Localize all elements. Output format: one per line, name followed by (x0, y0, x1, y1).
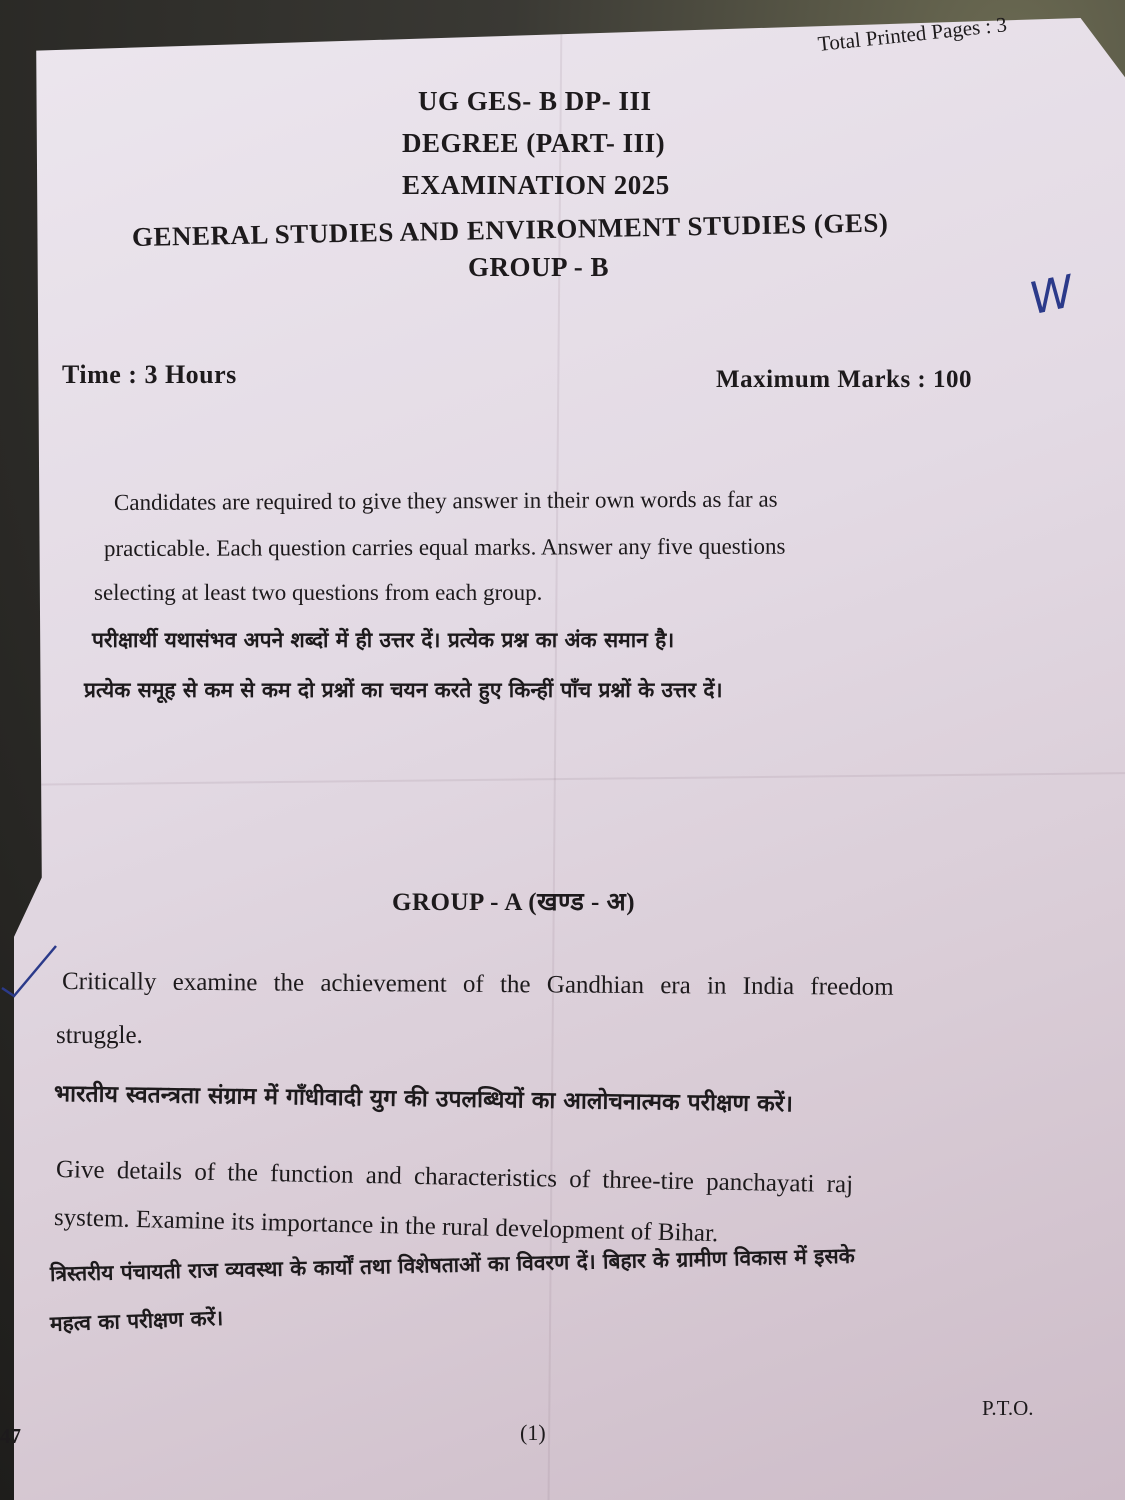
total-pages-label: Total Printed Pages : 3 (816, 12, 1009, 56)
exam-title: EXAMINATION 2025 (402, 170, 670, 200)
subject-title: GENERAL STUDIES AND ENVIRONMENT STUDIES (GES) (131, 207, 889, 252)
footer-left-code: 47 (0, 1424, 21, 1448)
group-b-title: GROUP - B (468, 252, 610, 282)
tick-mark-icon (0, 940, 60, 1000)
question-2-en-line-2: system. Examine its importance in the rural development of Bihar. (53, 1204, 719, 1248)
instruction-en-line-1: Candidates are required to give they answer in their own words as far as (113, 486, 778, 515)
handwritten-mark: W (1025, 266, 1079, 325)
question-2-hi-line-2: महत्व का परीक्षण करें। (49, 1305, 224, 1336)
instruction-hi-line-2: प्रत्येक समूह से कम से कम दो प्रश्नों का चयन करते हुए किन्हीं पाँच प्रश्नों के उत्तर दें। (84, 678, 723, 702)
max-marks-label: Maximum Marks : 100 (716, 366, 972, 393)
pto-label: P.T.O. (982, 1396, 1034, 1420)
question-1-en-line-2: struggle. (56, 1022, 143, 1049)
time-label: Time : 3 Hours (62, 360, 237, 389)
paper-code: UG GES- B DP- III (418, 86, 652, 116)
page-number: (1) (520, 1420, 546, 1445)
instruction-en-line-3: selecting at least two questions from each group. (94, 580, 543, 605)
question-1-en-line-1: Critically examine the achievement of the Gandhian era in India freedom (61, 968, 894, 1001)
question-2-en-line-1: Give details of the function and characteristics of three-tire panchayati raj (55, 1156, 854, 1199)
question-2-hi-line-1: त्रिस्तरीय पंचायती राज व्यवस्था के कार्यों तथा विशेषताओं का विवरण दें। बिहार के ग्रामीण विकास में इसके (49, 1243, 856, 1286)
degree-title: DEGREE (PART- III) (402, 128, 666, 158)
group-a-heading: GROUP - A (खण्ड - अ) (392, 889, 636, 916)
instruction-hi-line-1: परीक्षार्थी यथासंभव अपने शब्दों में ही उत्तर दें। प्रत्येक प्रश्न का अंक समान है। (92, 628, 675, 652)
question-1-hi-line-1: भारतीय स्वतन्त्रता संग्राम में गाँधीवादी युग की उपलब्धियों का आलोचनात्मक परीक्षण करें। (53, 1081, 794, 1118)
instruction-en-line-2: practicable. Each question carries equal marks. Answer any five questions (103, 533, 786, 561)
paper-crease (14, 772, 1125, 786)
